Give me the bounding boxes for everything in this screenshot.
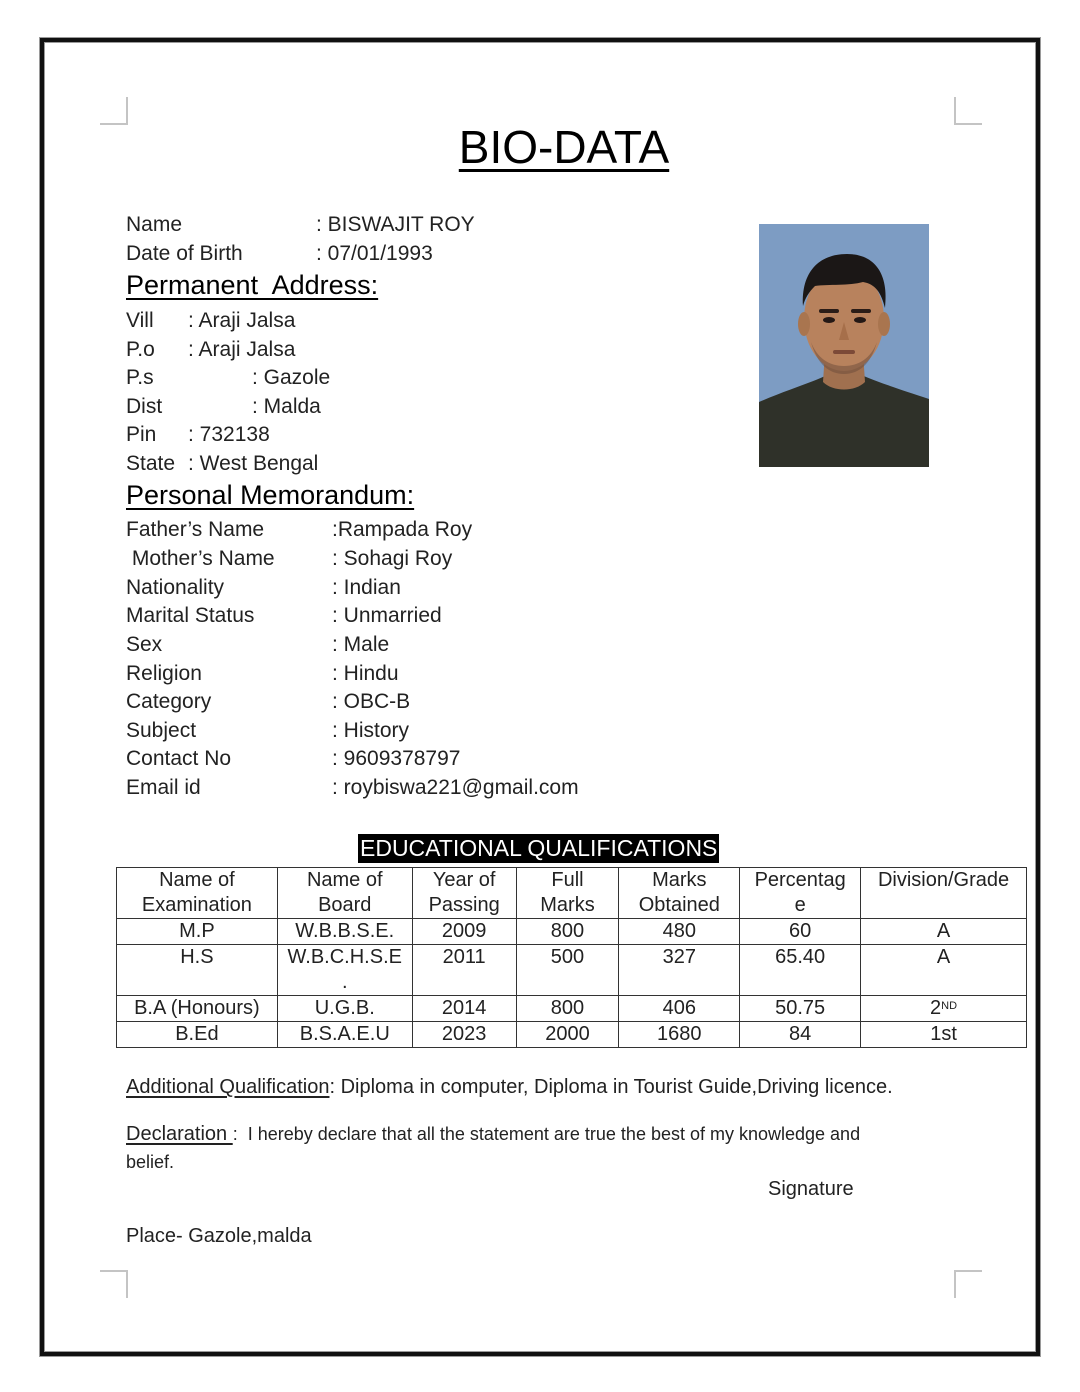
declaration-label: Declaration xyxy=(126,1123,233,1145)
personal-label: Email id xyxy=(126,776,201,799)
cell-board xyxy=(277,945,412,996)
cell-marks-obtained: 480 xyxy=(619,919,740,945)
cell-year: 2011 xyxy=(412,945,516,996)
personal-label: Category xyxy=(126,690,212,713)
address-label: Vill xyxy=(126,309,154,332)
header-line: Full xyxy=(551,869,584,891)
header-line: Marks xyxy=(652,869,707,891)
address-value: : 732138 xyxy=(188,423,270,446)
dob-value: : 07/01/1993 xyxy=(316,242,433,265)
signature-label: Signature xyxy=(768,1178,854,1200)
personal-value: : Unmarried xyxy=(332,604,442,627)
cell-year: 2023 xyxy=(412,1022,516,1048)
personal-label: Subject xyxy=(126,719,197,742)
personal-value: : Male xyxy=(332,633,390,656)
table-row xyxy=(117,945,1027,996)
name-label: Name xyxy=(126,213,183,236)
personal-value: :Rampada Roy xyxy=(332,518,473,541)
board-text-continued: . xyxy=(341,971,348,993)
person-portrait-icon xyxy=(759,224,929,467)
column-header-marks-obtained xyxy=(619,868,740,919)
cell-exam: H.S xyxy=(117,945,278,996)
address-label: State xyxy=(126,452,176,475)
name-value: : BISWAJIT ROY xyxy=(316,213,475,236)
cell-percentage: 60 xyxy=(740,919,861,945)
personal-label: Contact No xyxy=(126,747,232,770)
cell-marks-obtained: 327 xyxy=(619,945,740,996)
header-line: Name of xyxy=(159,869,235,891)
dob-label: Date of Birth xyxy=(126,242,243,265)
personal-label: Father’s Name xyxy=(126,518,265,541)
applicant-photo xyxy=(759,224,929,467)
cell-board: W.B.B.S.E. xyxy=(277,919,412,945)
personal-label: Mother’s Name xyxy=(126,547,275,570)
header-line: Division/Grade xyxy=(877,869,1010,891)
address-label: P.s xyxy=(126,366,154,389)
education-table xyxy=(116,867,1027,1048)
address-value: : Malda xyxy=(252,395,321,418)
personal-label: Marital Status xyxy=(126,604,255,627)
personal-value: : Indian xyxy=(332,576,401,599)
place-text: Place- Gazole,malda xyxy=(126,1225,312,1247)
table-header-row xyxy=(117,868,1027,919)
personal-memorandum-heading: Personal Memorandum: xyxy=(126,480,415,510)
header-line: Examination xyxy=(141,894,252,916)
crop-mark-bottom-right xyxy=(954,1270,982,1298)
address-label: Pin xyxy=(126,423,157,446)
grade-text: 2 xyxy=(930,997,942,1019)
cell-exam: B.A (Honours) xyxy=(117,996,278,1022)
cell-full-marks: 800 xyxy=(516,919,619,945)
declaration-text: : I hereby declare that all the statement are true the best of my knowledge and xyxy=(232,1124,861,1144)
additional-qualification-label: Additional Qualification xyxy=(126,1076,330,1098)
column-header-percentage xyxy=(740,868,861,919)
cell-full-marks: 2000 xyxy=(516,1022,619,1048)
personal-value: : 9609378797 xyxy=(332,747,461,770)
personal-value: : OBC-B xyxy=(332,690,411,713)
cell-grade: A xyxy=(861,919,1027,945)
cell-exam: B.Ed xyxy=(117,1022,278,1048)
table-row xyxy=(117,996,1027,1022)
header-line: Board xyxy=(318,894,372,916)
board-text: W.B.C.H.S.E xyxy=(287,946,402,968)
cell-percentage: 84 xyxy=(740,1022,861,1048)
address-value: : Araji Jalsa xyxy=(188,309,296,332)
permanent-address-heading: Permanent Address: xyxy=(126,270,379,300)
declaration-continued: belief. xyxy=(126,1152,175,1172)
header-line: Marks xyxy=(540,894,595,916)
cell-exam: M.P xyxy=(117,919,278,945)
header-line: Name of xyxy=(306,869,383,891)
cell-full-marks: 800 xyxy=(516,996,619,1022)
grade-ordinal-suffix: ND xyxy=(941,1000,958,1012)
cell-board: B.S.A.E.U xyxy=(277,1022,412,1048)
cell-year: 2014 xyxy=(412,996,516,1022)
personal-value: : roybiswa221@gmail.com xyxy=(332,776,579,799)
additional-qualification xyxy=(126,1076,893,1099)
address-label: Dist xyxy=(126,395,163,418)
personal-value: : Sohagi Roy xyxy=(332,547,453,570)
document-title-text: BIO-DATA xyxy=(458,121,670,173)
address-label: P.o xyxy=(126,338,155,361)
personal-value: : History xyxy=(332,719,410,742)
column-header-full-marks xyxy=(516,868,619,919)
cell-grade: 1st xyxy=(861,1022,1027,1048)
column-header-division-grade xyxy=(861,868,1027,919)
cell-marks-obtained: 1680 xyxy=(619,1022,740,1048)
address-value: : West Bengal xyxy=(188,452,319,475)
educational-qualifications-heading: EDUCATIONAL QUALIFICATIONS xyxy=(360,835,718,861)
cell-marks-obtained: 406 xyxy=(619,996,740,1022)
header-line: Passing xyxy=(428,894,500,916)
personal-label: Nationality xyxy=(126,576,225,599)
document-title xyxy=(0,120,1080,174)
column-header-year xyxy=(412,868,516,919)
crop-mark-bottom-left xyxy=(100,1270,128,1298)
header-line: e xyxy=(794,894,806,916)
cell-grade xyxy=(861,996,1027,1022)
declaration xyxy=(126,1123,860,1146)
cell-percentage: 50.75 xyxy=(740,996,861,1022)
column-header-board xyxy=(277,868,412,919)
cell-grade: A xyxy=(861,945,1027,996)
personal-label: Sex xyxy=(126,633,163,656)
table-row xyxy=(117,1022,1027,1048)
address-value: : Araji Jalsa xyxy=(188,338,296,361)
cell-percentage: 65.40 xyxy=(740,945,861,996)
column-header-examination xyxy=(117,868,278,919)
personal-label: Religion xyxy=(126,662,202,685)
cell-board: U.G.B. xyxy=(277,996,412,1022)
cell-year: 2009 xyxy=(412,919,516,945)
cell-full-marks: 500 xyxy=(516,945,619,996)
personal-value: : Hindu xyxy=(332,662,399,685)
additional-qualification-text: : Diploma in computer, Diploma in Tourist Guide,Driving licence. xyxy=(329,1076,893,1098)
table-row xyxy=(117,919,1027,945)
header-line: Obtained xyxy=(638,894,720,916)
address-value: : Gazole xyxy=(252,366,331,389)
header-line: Year of xyxy=(432,869,496,891)
header-line: Percentag xyxy=(754,869,846,891)
